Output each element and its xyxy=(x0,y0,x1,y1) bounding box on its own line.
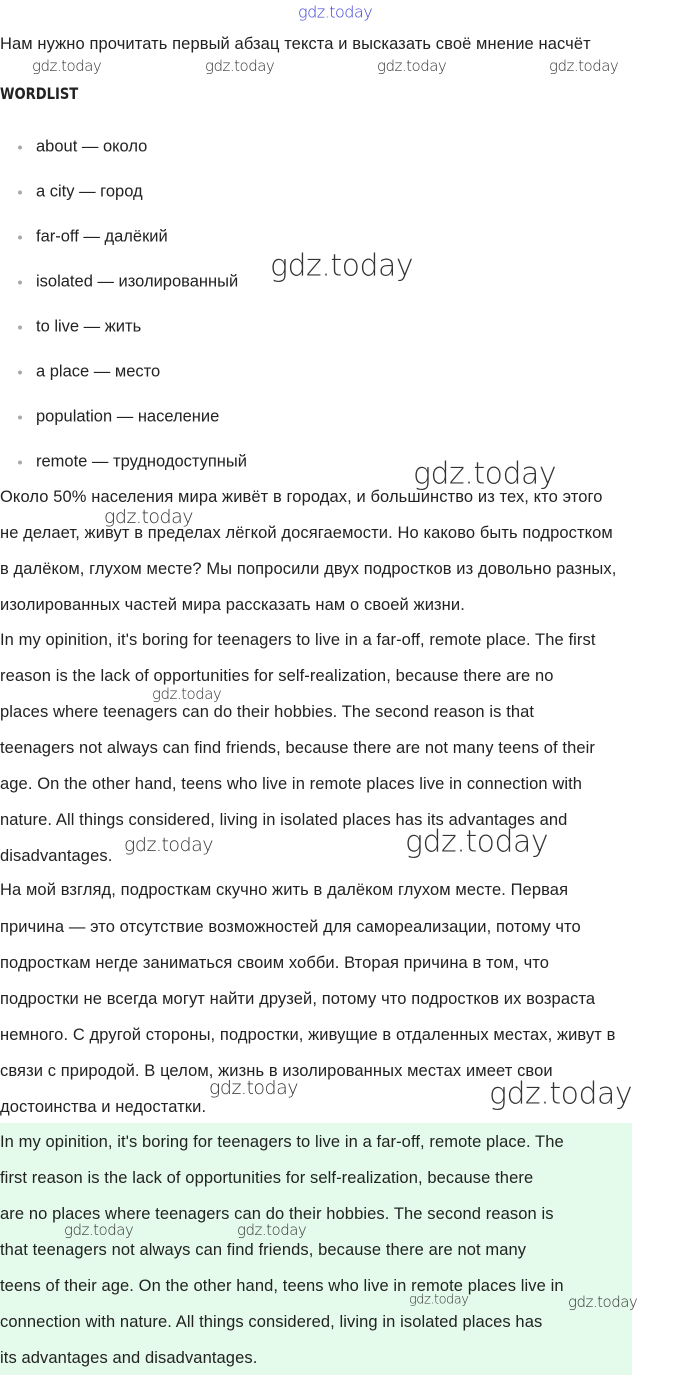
list-item xyxy=(18,228,168,247)
intro-text: Нам нужно прочитать первый абзац текста и высказать своё мнение насчёт xyxy=(0,35,591,53)
text-line: причина — это отсутствие возможностей для самореализации, потому что xyxy=(0,918,581,936)
watermark: gdz.today xyxy=(104,506,193,528)
watermark: gdz.today xyxy=(32,57,102,75)
text-line: that teenagers not always can find friends, because there are not many xyxy=(0,1241,527,1259)
text-line: nature. All things considered, living in isolated places has its advantages and xyxy=(0,811,568,829)
list-item xyxy=(18,408,219,427)
watermark: gdz.today xyxy=(270,248,414,284)
list-item-text: remote — труднодоступный xyxy=(36,452,247,471)
text-line: disadvantages. xyxy=(0,847,113,865)
watermark: gdz.today xyxy=(568,1293,638,1311)
bullet-icon xyxy=(18,280,22,284)
text-line: places where teenagers can do their hobbies. The second reason is that xyxy=(0,703,535,721)
list-item xyxy=(18,273,238,292)
text-line: подростки не всегда могут найти друзей, потому что подростков их возраста xyxy=(0,990,596,1008)
watermark: gdz.today xyxy=(64,1221,134,1239)
text-line: изолированных частей мира рассказать нам о своей жизни. xyxy=(0,596,465,614)
text-line: немного. С другой стороны, подростки, живущие в отдаленных местах, живут в xyxy=(0,1026,616,1044)
text-line: first reason is the lack of opportunities for self-realization, because there xyxy=(0,1169,534,1187)
watermark: gdz.today xyxy=(413,456,557,492)
watermark: gdz.today xyxy=(152,685,222,703)
bullet-icon xyxy=(18,235,22,239)
list-item-text: a city — город xyxy=(36,182,143,201)
text-line: связи с природой. В целом, жизнь в изолированных местах имеет свои xyxy=(0,1062,553,1080)
list-item xyxy=(18,183,143,202)
list-item xyxy=(18,453,247,472)
watermark: gdz.today xyxy=(298,2,373,22)
watermark: gdz.today xyxy=(489,1076,633,1112)
bullet-icon xyxy=(18,370,22,374)
text-line: are no places where teenagers can do their hobbies. The second reason is xyxy=(0,1205,554,1223)
text-line: Около 50% населения мира живёт в городах, и большинство из тех, кто этого xyxy=(0,488,603,506)
list-item xyxy=(18,138,147,157)
text-line: подросткам негде заниматься своим хобби. Вторая причина в том, что xyxy=(0,954,550,972)
watermark: gdz.today xyxy=(124,834,213,856)
watermark: gdz.today xyxy=(549,57,619,75)
list-item-text: population — население xyxy=(36,407,220,426)
text-line: teens of their age. On the other hand, teens who live in remote places live in xyxy=(0,1277,564,1295)
text-line: In my opinition, it's boring for teenagers to live in a far-off, remote place. The xyxy=(0,1133,564,1151)
bullet-icon xyxy=(18,145,22,149)
text-line: не делает, живут в пределах лёгкой досягаемости. Но каково быть подростком xyxy=(0,524,613,542)
watermark: gdz.today xyxy=(405,824,549,860)
watermark: gdz.today xyxy=(209,1077,298,1099)
bullet-icon xyxy=(18,190,22,194)
bullet-icon xyxy=(18,415,22,419)
text-line: its advantages and disadvantages. xyxy=(0,1349,258,1367)
text-line: connection with nature. All things considered, living in isolated places has xyxy=(0,1313,543,1331)
list-item-text: a place — место xyxy=(36,362,161,381)
watermark: gdz.today xyxy=(409,1292,469,1308)
bullet-icon xyxy=(18,460,22,464)
list-item-text: about — около xyxy=(36,137,148,156)
list-item-text: isolated — изолированный xyxy=(36,272,239,291)
text-line: достоинства и недостатки. xyxy=(0,1098,207,1116)
list-item-text: to live — жить xyxy=(36,317,142,336)
list-item xyxy=(18,363,160,382)
bullet-icon xyxy=(18,325,22,329)
text-line: в далёком, глухом месте? Мы попросили двух подростков из довольно разных, xyxy=(0,560,617,578)
text-line: reason is the lack of opportunities for self-realization, because there are no xyxy=(0,667,554,685)
text-line: На мой взгляд, подросткам скучно жить в далёком глухом месте. Первая xyxy=(0,881,569,899)
wordlist-title: WORDLIST xyxy=(0,84,79,103)
watermark: gdz.today xyxy=(205,57,275,75)
list-item xyxy=(18,318,141,337)
watermark: gdz.today xyxy=(237,1221,307,1239)
text-line: age. On the other hand, teens who live in remote places live in connection with xyxy=(0,775,583,793)
text-line: In my opinition, it's boring for teenagers to live in a far-off, remote place. The first xyxy=(0,631,596,649)
list-item-text: far-off — далёкий xyxy=(36,227,168,246)
text-line: teenagers not always can find friends, because there are not many teens of their xyxy=(0,739,596,757)
watermark: gdz.today xyxy=(377,57,447,75)
